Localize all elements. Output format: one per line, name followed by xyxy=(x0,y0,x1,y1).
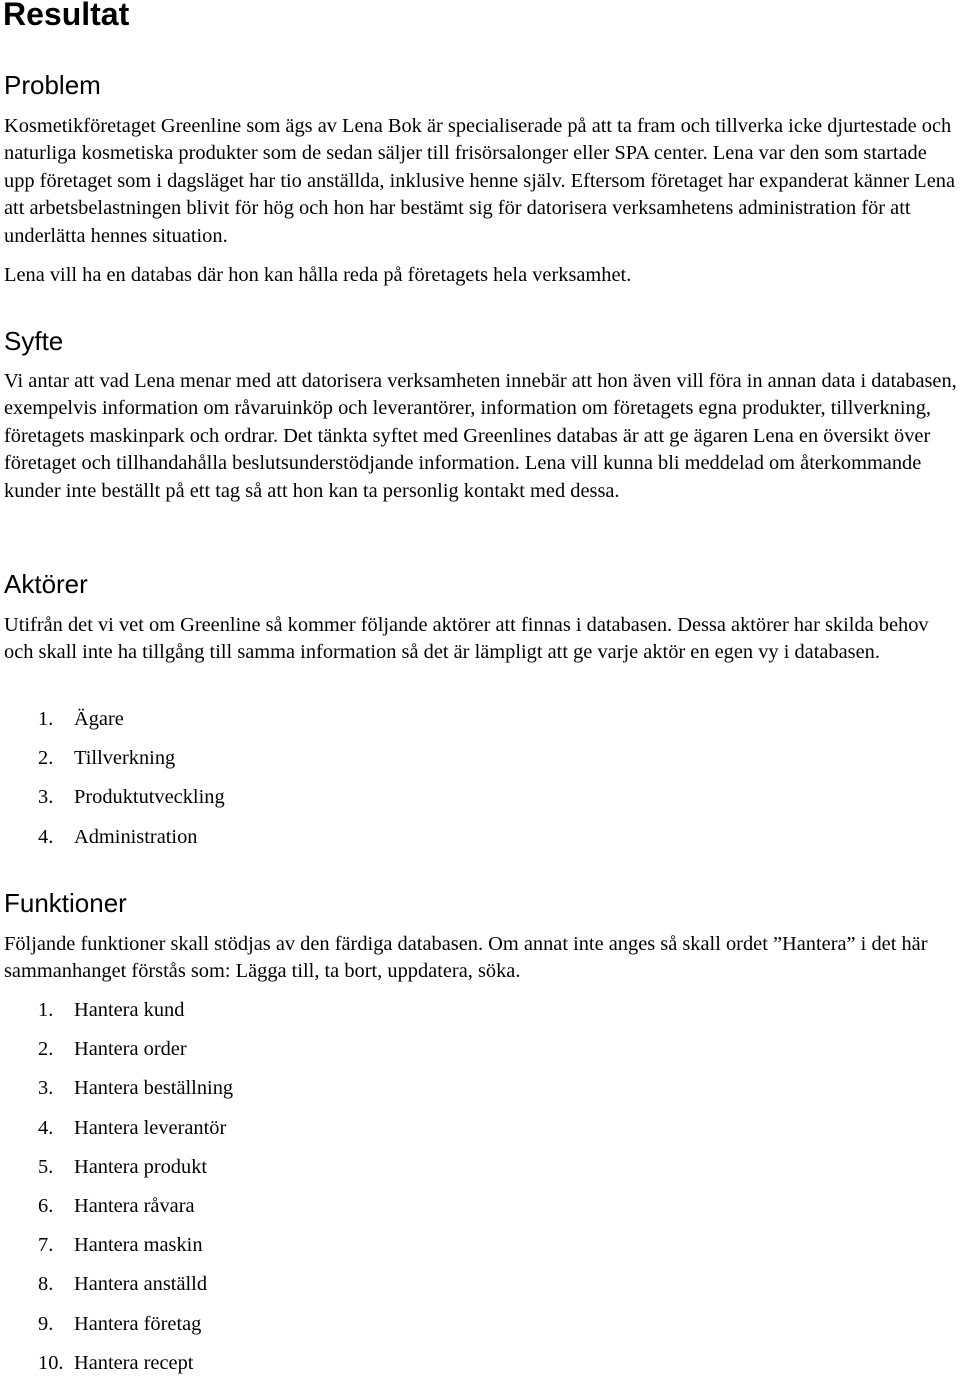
funktioner-list xyxy=(38,991,233,1383)
problem-paragraph-1: Kosmetikföretaget Greenline som ägs av Lena Bok är specialiserade på att ta fram och tillverka icke djurtestade och naturliga kosmetiska produkter som de sedan säljer till frisörsalonger eller SPA center. Lena var den som startade upp företaget som i dagsläget har tio anställda, inklusive henne själv. Eftersom företaget har expanderat känner Lena att arbetsbelastningen blivit för hög och hon har bestämt sig för datorisera verksamhetens administration för att underlätta hennes situation. xyxy=(4,115,956,247)
list-item: 3. Produktutveckling xyxy=(38,786,225,809)
list-item: 1. Hantera kund xyxy=(38,999,185,1021)
list-item: 10. Hantera recept xyxy=(38,1351,194,1374)
syfte-heading: Syfte xyxy=(4,326,64,356)
list-item: 2. Tillverkning xyxy=(38,747,176,770)
list-item: 4. Administration xyxy=(38,825,198,848)
syfte-paragraph-1: Vi antar att vad Lena menar med att datorisera verksamheten innebär att hon även vill föra in annan data i databasen, exempelvis information om råvaruinköp och leverantörer, information om företagets egna produkter, tillverkning, företagets maskinpark och ordrar. Det tänkta syftet med Greenlines databas är att ge ägaren Lena en översikt över företaget och tillhandahålla beslutsunderstödjande information. Lena vill kunna bli meddelad om återkommande kunder inte beställt på ett tag så att hon kan ta personlig kontakt med dessa. xyxy=(4,370,957,502)
page-title: Resultat xyxy=(3,0,130,32)
list-item: 6. Hantera råvara xyxy=(38,1194,195,1217)
list-item: 7. Hantera maskin xyxy=(38,1234,203,1257)
problem-paragraph-2: Lena vill ha en databas där hon kan hålla reda på företagets hela verksamhet. xyxy=(4,264,632,286)
list-item: 3. Hantera beställning xyxy=(38,1077,234,1100)
list-item: 8. Hantera anställd xyxy=(38,1273,208,1296)
aktorer-list xyxy=(38,700,225,857)
list-item: 4. Hantera leverantör xyxy=(38,1116,227,1139)
aktorer-paragraph-1: Utifrån det vi vet om Greenline så kommer följande aktörer att finnas i databasen. Dessa aktörer har skilda behov och skall inte ha tillgång till samma information så det är lämpligt att ge varje aktör en egen vy i databasen. xyxy=(4,614,929,664)
list-item: 9. Hantera företag xyxy=(38,1312,202,1335)
problem-heading: Problem xyxy=(4,70,101,100)
list-item: 5. Hantera produkt xyxy=(38,1155,208,1178)
aktorer-heading: Aktörer xyxy=(4,569,88,599)
list-item: 2. Hantera order xyxy=(38,1038,187,1061)
funktioner-heading: Funktioner xyxy=(4,888,127,918)
funktioner-paragraph-1: Följande funktioner skall stödjas av den färdiga databasen. Om annat inte anges så skall ordet ”Hantera” i det här sammanhanget förstås som: Lägga till, ta bort, uppdatera, söka. xyxy=(4,933,928,983)
list-item: 1. Ägare xyxy=(38,708,124,730)
